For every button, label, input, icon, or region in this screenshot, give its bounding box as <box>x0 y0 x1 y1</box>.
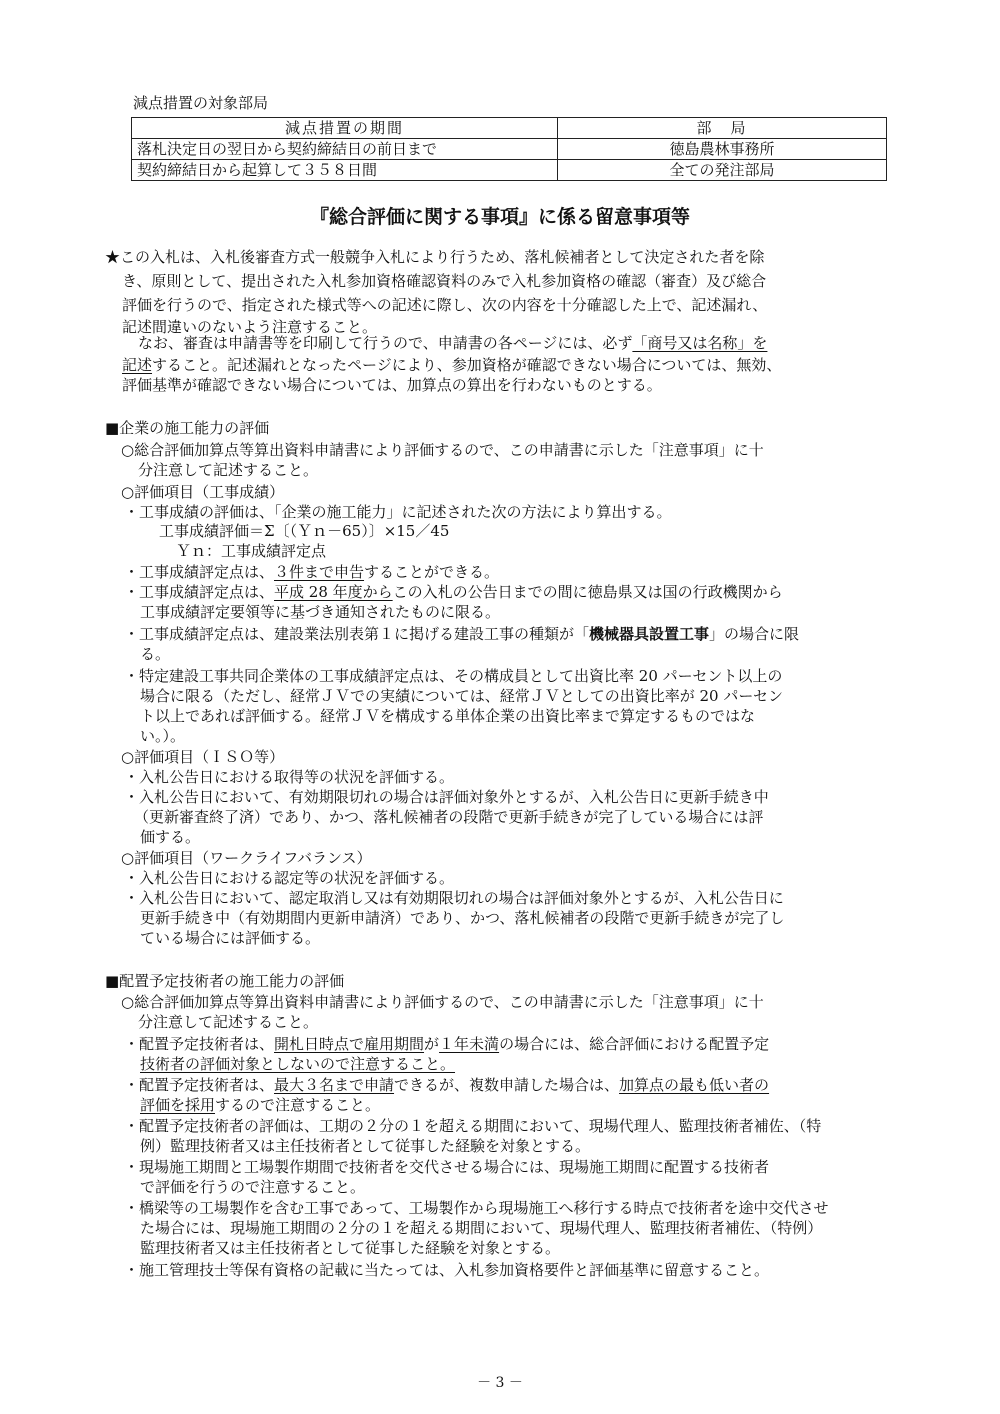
body-text: ・配置予定技術者は、 <box>124 1035 275 1053</box>
table-cell-period: 契約締結日から起算して３５８日間 <box>132 160 558 181</box>
body-line: で評価を行うので注意すること。 <box>140 1178 366 1196</box>
body-line: ている場合には評価する。 <box>140 929 321 947</box>
intro-line <box>122 355 781 375</box>
body-line: ・配置予定技術者の評価は、工期の２分の１を超える期間において、現場代理人、監理技術者補佐、（特 <box>124 1117 822 1135</box>
body-text: することができる。 <box>364 563 500 581</box>
table-row <box>132 139 887 160</box>
body-line: ・特定建設工事共同企業体の工事成績評定点は、その構成員として出資比率 20 パーセント以上の <box>124 667 783 685</box>
body-line: 例）監理技術者又は主任技術者として従事した経験を対象とする。 <box>140 1137 591 1155</box>
intro-note-underlined: 「商号又は名称」を <box>632 334 768 352</box>
table-cell-period: 落札決定日の翌日から契約締結日の前日まで <box>132 139 558 160</box>
body-line: る。 <box>140 645 171 663</box>
body-text: できるが、複数申請した場合は、 <box>394 1076 620 1094</box>
intro-line: 評価を行うので、指定された様式等への記述に際し、次の内容を十分確認した上で、記述漏れ、 <box>122 296 768 314</box>
body-underlined: 評価を採用 <box>140 1096 216 1114</box>
intro-line: き、原則として、提出された入札参加資格確認資料のみで入札参加資格の確認（審査）及び総合 <box>122 272 767 290</box>
intro-note-line <box>138 333 767 353</box>
body-line: ・入札公告日における取得等の状況を評価する。 <box>124 768 455 786</box>
body-line: ・橋梁等の工場製作を含む工事であって、工場製作から現場施工へ移行する時点で技術者を途中交代させ <box>124 1199 829 1217</box>
body-line: ・工事成績の評価は、「企業の施工能力」に記述された次の方法により算出する。 <box>124 503 672 521</box>
body-line: い。）。 <box>140 727 186 745</box>
body-underlined: 平成 28 年度から <box>274 583 393 601</box>
body-line <box>140 1054 455 1074</box>
body-line: ・施工管理技士等保有資格の記載に当たっては、入札参加資格要件と評価基準に留意すること。 <box>124 1261 770 1279</box>
intro-line: ★この入札は、入札後審査方式一般競争入札により行うため、落札候補者として決定された者を除 <box>105 248 765 266</box>
body-line <box>124 562 499 582</box>
table-cell-department: 全ての発注部局 <box>558 160 887 181</box>
table-header-row <box>132 118 887 139</box>
intro-line: 評価基準が確認できない場合については、加算点の算出を行わないものとする。 <box>122 376 662 394</box>
body-text: ・工事成績評定点は、建設業法別表第１に掲げる建設工事の種類が「 <box>124 625 590 643</box>
body-line: ・入札公告日において、有効期限切れの場合は評価対象外とするが、入札公告日に更新手続き中 <box>124 788 769 806</box>
body-line: ・入札公告日において、認定取消し又は有効期限切れの場合は評価対象外とするが、入札公告日に <box>124 889 784 907</box>
body-bold: 機械器具設置工事 <box>589 625 710 643</box>
body-line: 更新手続き中（有効期間内更新申請済）であり、かつ、落札候補者の段階で更新手続きが完了し <box>140 909 785 927</box>
table-header-department: 部 局 <box>558 118 887 139</box>
body-line: 工事成績評定要領等に基づき通知されたものに限る。 <box>140 603 501 621</box>
body-underlined: 技術者の評価対象としないので注意すること。 <box>140 1055 456 1073</box>
body-text: ・工事成績評定点は、 <box>124 583 275 601</box>
section-heading: ■企業の施工能力の評価 <box>105 419 270 437</box>
intro-underlined: 記述 <box>122 356 153 374</box>
body-underlined: ３件まで申告 <box>274 563 365 581</box>
body-line: Ｙｎ：工事成績評定点 <box>176 542 327 560</box>
body-text: の場合には、総合評価における配置予定 <box>499 1035 770 1053</box>
intro-note-text: なお、審査は申請書等を印刷して行うので、申請書の各ページには、必ず <box>138 334 633 352</box>
body-line <box>124 582 783 602</box>
body-line: た場合には、現場施工期間の２分の１を超える期間において、現場代理人、監理技術者補佐、（特例） <box>140 1219 823 1237</box>
body-line: ○総合評価加算点等算出資料申請書により評価するので、この申請書に示した「注意事項」に十 <box>121 441 764 459</box>
body-line: ト以上であれば評価する。経常ＪＶを構成する単体企業の出資比率まで算定するものではな <box>140 707 756 725</box>
body-text: が <box>424 1035 440 1053</box>
body-text: ・工事成績評定点は、 <box>124 563 275 581</box>
table-row <box>132 160 887 181</box>
sub-heading: ○評価項目（工事成績） <box>121 483 285 501</box>
body-line <box>124 624 799 644</box>
intro-line: 記述間違いのないよう注意すること。 <box>122 318 378 336</box>
body-underlined: １年未満 <box>439 1035 500 1053</box>
body-underlined: 開札日時点で雇用期間 <box>274 1035 425 1053</box>
body-text: 」の場合に限 <box>709 625 800 643</box>
body-line: ○総合評価加算点等算出資料申請書により評価するので、この申請書に示した「注意事項」に十 <box>121 993 764 1011</box>
body-line: ・現場施工期間と工場製作期間で技術者を交代させる場合には、現場施工期間に配置する技術者 <box>124 1158 770 1176</box>
body-text: ・配置予定技術者は、 <box>124 1076 275 1094</box>
section-heading: ■配置予定技術者の施工能力の評価 <box>105 972 345 990</box>
body-line: 分注意して記述すること。 <box>138 461 319 479</box>
body-line <box>140 1095 380 1115</box>
formula: 工事成績評価＝Σ〔（Ｙｎ－65）〕×15／45 <box>159 522 450 540</box>
body-line: 価する。 <box>140 828 201 846</box>
intro-text: すること。記述漏れとなったページにより、参加資格が確認できない場合については、無効、 <box>152 356 782 374</box>
body-text: この入札の公告日までの間に徳島県又は国の行政機関から <box>392 583 783 601</box>
body-underlined: 最大３名まで申請 <box>274 1076 395 1094</box>
body-underlined: 加算点の最も低い者の <box>619 1076 770 1094</box>
body-line <box>124 1034 769 1054</box>
deduction-table <box>131 117 887 181</box>
body-line: ・入札公告日における認定等の状況を評価する。 <box>124 869 455 887</box>
section-title: 『総合評価に関する事項』に係る留意事項等 <box>309 206 690 228</box>
deduction-caption: 減点措置の対象部局 <box>133 94 269 112</box>
page-number: － 3 － <box>477 1375 523 1391</box>
body-line <box>124 1075 769 1095</box>
body-line: 場合に限る（ただし、経常ＪＶでの実績については、経常ＪＶとしての出資比率が 20 パーセン <box>140 687 784 705</box>
body-text: するので注意すること。 <box>215 1096 381 1114</box>
table-header-period: 減点措置の期間 <box>132 118 558 139</box>
table-cell-department: 徳島農林事務所 <box>558 139 887 160</box>
body-line: 分注意して記述すること。 <box>138 1013 319 1031</box>
body-line: （更新審査終了済）であり、かつ、落札候補者の段階で更新手続きが完了している場合には評 <box>134 808 764 826</box>
sub-heading: ○評価項目（ＩＳＯ等） <box>121 748 285 766</box>
sub-heading: ○評価項目（ワークライフバランス） <box>121 849 372 867</box>
body-line: 監理技術者又は主任技術者として従事した経験を対象とする。 <box>140 1239 561 1257</box>
